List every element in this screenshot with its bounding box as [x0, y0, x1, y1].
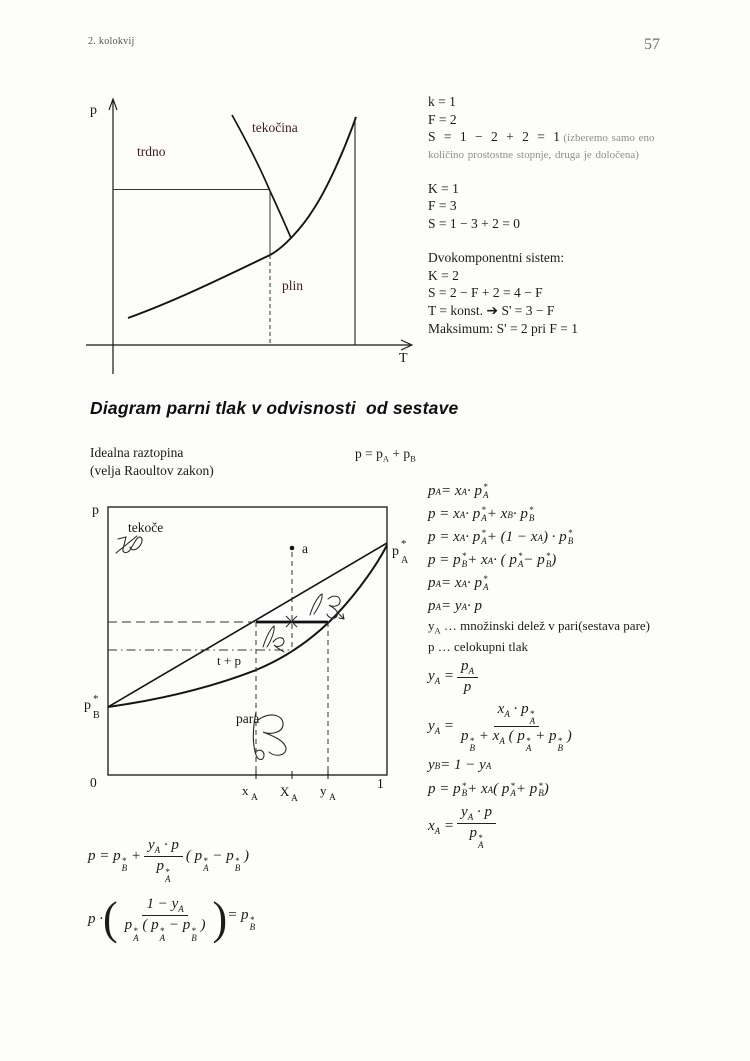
fraction-denominator: p * A ( p * A − p * B ): [124, 917, 206, 943]
intro-text: [90, 444, 214, 479]
equation-lhs: $y_A$ =: [428, 667, 455, 686]
equation-rhs: = p * B: [227, 906, 256, 933]
note-line: S = 2 − F + 2 = 4 − F: [428, 285, 543, 300]
intro-line: Idealna raztopina: [90, 445, 184, 460]
ya-sub: A: [329, 793, 336, 803]
section-title: Diagram parni tlak v odvisnosti od sestave: [90, 398, 459, 418]
fraction-denominator: p * A: [156, 858, 171, 884]
solid-region-label: trdno: [137, 144, 166, 159]
origin-label: 0: [90, 775, 97, 790]
y-axis-label: p: [92, 503, 99, 518]
note-text: T = konst.: [428, 302, 483, 318]
plot-frame: [108, 507, 387, 775]
pa-sup: *: [401, 538, 407, 550]
note-line: K = 1: [428, 180, 459, 196]
equation-p-repeat: p = p * B + x A ( p * A + p * B ): [428, 780, 549, 798]
vapor-region-label: para: [236, 711, 260, 726]
raoult-equations-column: [428, 480, 746, 851]
fraction: [457, 701, 576, 752]
equation-yb: y B = 1 − y A: [428, 757, 492, 774]
point-a-dot: [290, 546, 295, 551]
equation-rhs: ( p * A − p * B ): [185, 847, 250, 874]
pb-base: p: [84, 698, 91, 713]
note-line: S = 1 − 3 + 2 = 0: [428, 215, 520, 231]
note-line: k = 1: [428, 94, 456, 109]
equation-lhs: $x_A$ =: [428, 817, 455, 836]
equation-lhs: $y_A$ =: [428, 717, 455, 736]
definition-p: p … celokupni tlak: [428, 638, 529, 654]
fraction-numerator: $y_A \cdot p$: [457, 804, 496, 824]
equation-total-pressure-simplified: p = p * B + x A · ( p * A − p * B ): [428, 551, 557, 569]
note-line: [428, 128, 736, 148]
note-fine-print: količino prostostne stopnje, druga je določena): [428, 148, 639, 161]
equation-pa: p A = x A · p * A: [428, 482, 489, 500]
phase-diagram-p-T: [80, 88, 425, 380]
note-line: Dvokomponentni sistem:: [428, 250, 565, 265]
xa-label: [242, 783, 258, 803]
pa-star-label: [392, 538, 409, 566]
x-max-label: 1: [377, 776, 384, 791]
liquid-region-label: tekoče: [128, 520, 164, 535]
definition-ya: $y_A$ … množinski delež v pari(sestava pare): [428, 618, 651, 636]
Xa-base: X: [280, 784, 290, 799]
note-equation: S = 1 − 2 + 2 = 1: [428, 129, 560, 144]
pa-sub: A: [401, 555, 409, 566]
xa-sub: A: [251, 793, 258, 803]
fraction: [121, 896, 210, 941]
equation-ya-full: [428, 699, 746, 755]
ya-base: y: [320, 783, 327, 798]
ya-label: [320, 783, 336, 803]
point-a-label: a: [302, 541, 308, 556]
fraction-numerator: $p_A$: [457, 658, 478, 678]
page-number: 57: [644, 36, 660, 53]
equation-lhs: p = p * B +: [88, 847, 141, 874]
degrees-of-freedom-notes: [428, 93, 736, 355]
notes-block-2: [428, 180, 736, 233]
note-line: K = 2: [428, 267, 459, 283]
note-line: Maksimum: S' = 2 pri F = 1: [428, 321, 579, 336]
xa-base: x: [242, 783, 249, 798]
vapor-pressure-composition-diagram: [80, 495, 415, 813]
fraction: [457, 658, 478, 696]
equation-total-pressure: p = x A · p * A + x B · p * B: [428, 505, 535, 523]
y-axis-label: p: [90, 103, 97, 118]
equation-total-pressure-expanded: p = x A · p * A + (1 − x A ) · p * B: [428, 528, 574, 546]
fraction-denominator: p * A: [469, 825, 484, 851]
equation-pa-dalton: p A = y A · p: [428, 598, 483, 614]
pb-star-label: [84, 693, 100, 721]
fraction: [144, 837, 183, 882]
equation-lhs: p ·: [88, 910, 103, 927]
handwritten-l-alpha: [263, 626, 284, 652]
gas-region-label: plin: [282, 278, 304, 293]
intro-line: (velja Raoultov zakon): [90, 462, 214, 478]
note-line: F = 2: [428, 111, 457, 127]
x-axis-label: T: [399, 351, 408, 366]
note-fine-print: (izberemo samo eno: [563, 132, 655, 144]
note-line: F = 3: [428, 198, 457, 213]
equation-p-of-ya: [88, 836, 255, 884]
fraction-denominator: p: [463, 678, 472, 695]
note-line: [428, 302, 736, 321]
Xa-label: [280, 784, 298, 804]
arrow-icon: ➔: [486, 302, 499, 319]
note-text: S' = 3 − F: [501, 302, 555, 318]
fraction-numerator: $x_A \cdot p$ * A: [494, 701, 539, 727]
liquid-region-label: tekočina: [252, 120, 298, 135]
equation-pa-repeat: p A = x A · p * A: [428, 574, 489, 592]
fraction-numerator: $y_A \cdot p$: [144, 837, 183, 857]
notes-block-3: [428, 249, 736, 338]
handwritten-alpha: [116, 536, 142, 553]
equation-pb-isolated: p · ( $1 - y_A$ p * A ( p * A − p * B ) ) = p * B: [88, 892, 256, 945]
fraction-denominator: p * B + $x_A$ ( p * A + p * B ): [461, 728, 572, 754]
fraction-numerator: $1 - y_A$: [142, 896, 187, 916]
Xa-sub: A: [291, 794, 298, 804]
bottom-equations: [88, 836, 255, 948]
fraction: [457, 804, 496, 849]
two-phase-region-label: t + p: [217, 653, 241, 668]
pb-sup: *: [93, 693, 99, 705]
handwritten-l-beta: [310, 594, 344, 619]
equation-xa: [428, 803, 746, 851]
pb-sub: B: [93, 710, 100, 721]
equation-ya-fraction: [428, 655, 746, 699]
page-header-left: 2. kolokvij: [88, 36, 135, 47]
handwritten-beta: [253, 712, 286, 760]
liquid-line: [108, 543, 387, 707]
notes-block-1: [428, 93, 736, 163]
pa-base: p: [392, 544, 399, 559]
total-pressure-formula: $p = p_A + p_B$: [355, 446, 416, 464]
